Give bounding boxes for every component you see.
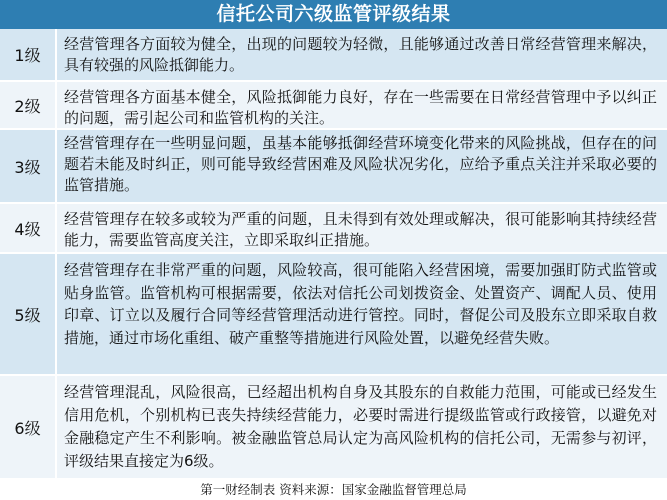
table-row: [0, 29, 667, 82]
source-footer: 第一财经制表 资料来源：国家金融监督管理总局: [0, 480, 667, 500]
description-cell: 经营管理混乱，风险很高，已经超出机构自身及其股东的自救能力范围，可能或已经发生信用危机，个别机构已丧失持续经营能力，必要时需进行提级监管或行政接管，以避免对金融稳定产生不利影响。被金融监管总局认定为高风险机构的信托公司，无需参与初评，评级结果直接定为6级。: [64, 383, 657, 470]
description-cell: 经营管理存在较多或较为严重的问题，且未得到有效处理或解决，很可能影响其持续经营能力，需要监管高度关注，立即采取纠正措施。: [64, 210, 657, 249]
table-row: [0, 82, 667, 130]
table-title: 信托公司六级监管评级结果: [0, 0, 667, 29]
level-cell: 3级: [0, 130, 57, 202]
description-cell: 经营管理各方面基本健全，风险抵御能力良好，存在一些需要在日常经营管理中予以纠正的问题，需引起公司和监管机构的关注。: [64, 88, 657, 127]
level-cell: 6级: [0, 376, 57, 478]
level-cell: 5级: [0, 254, 57, 374]
table-row: [0, 204, 667, 254]
table-row: [0, 376, 667, 480]
level-cell: 4级: [0, 204, 57, 252]
description-cell: 经营管理存在一些明显问题，虽基本能够抵御经营环境变化带来的风险挑战，但存在的问题若未能及时纠正，则可能导致经营困难及风险状况劣化，应给予重点关注并采取必要的监管措施。: [64, 134, 657, 194]
level-cell: 1级: [0, 29, 57, 80]
description-cell: 经营管理各方面较为健全，出现的问题较为轻微，且能够通过改善日常经营管理来解决，具有较强的风险抵御能力。: [64, 35, 657, 74]
table-body: [0, 29, 667, 480]
description-cell: 经营管理存在非常严重的问题，风险较高，很可能陷入经营困境，需要加强盯防式监管或贴身监管。监管机构可根据需要，依法对信托公司划拨资金、处置资产、调配人员、使用印章、订立以及履行合同等经营管理活动进行管控。同时，督促公司及股东立即采取自救措施，通过市场化重组、破产重整等措施进行风险处置，以避免经营失败。: [64, 261, 657, 347]
level-cell: 2级: [0, 82, 57, 128]
table-row: [0, 130, 667, 204]
table-row: [0, 254, 667, 376]
